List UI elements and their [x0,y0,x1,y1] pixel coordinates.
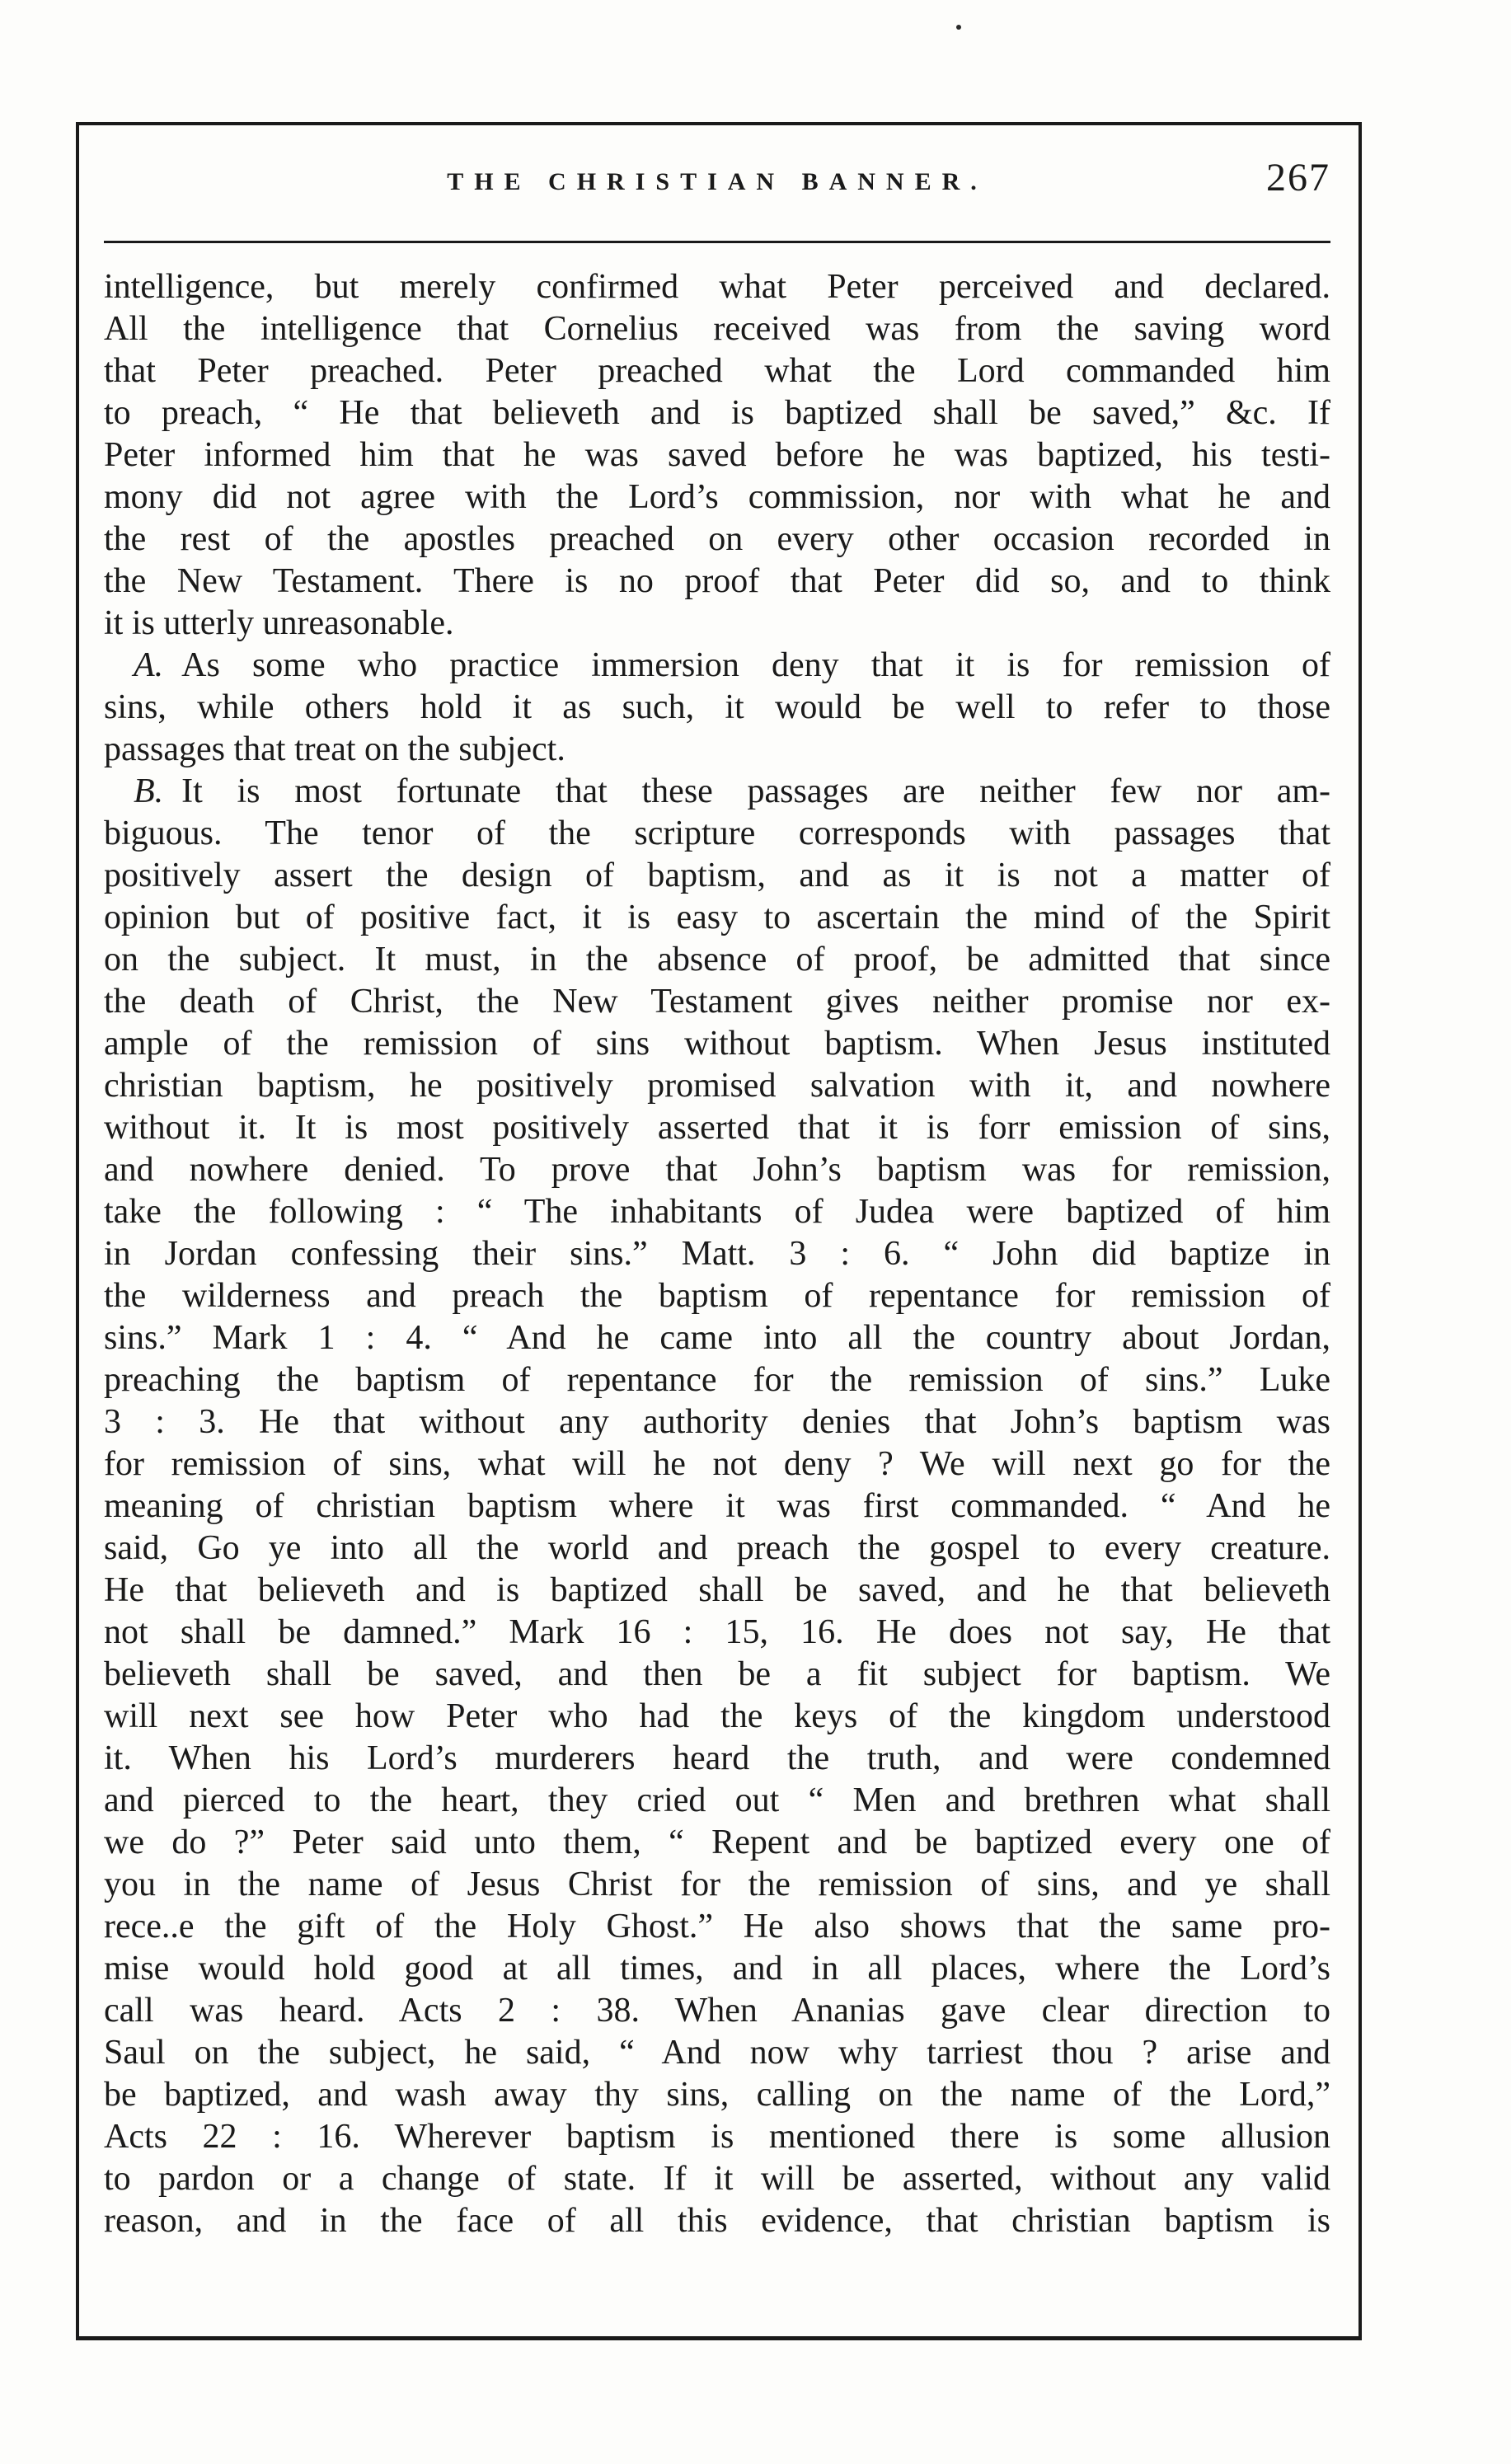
text-line [104,771,1330,813]
text-line [104,1275,1330,1317]
text-line [104,1822,1330,1864]
text-line [104,476,1330,519]
text-line [104,1612,1330,1654]
ink-speck [956,25,961,30]
line-text: ample of the remission of sins without baptism. When Jesus instituted [104,1025,1330,1063]
line-text: sins.” Mark 1 : 4. “ And he came into all the country about Jordan, [104,1319,1330,1357]
line-text: He that believeth and is baptized shall be saved, and he that believeth [104,1571,1330,1609]
text-line [104,1191,1330,1233]
text-line [104,1485,1330,1528]
page-number: 267 [1266,156,1330,199]
text-line [104,1948,1330,1990]
line-text: meaning of christian baptism where it was first commanded. “ And he [104,1487,1330,1525]
line-text: without it. It is most positively asserted that it is forr emission of sins, [104,1109,1330,1147]
line-text: passages that treat on the subject. [104,730,565,768]
line-text: It is most fortunate that these passages are neither few nor am- [181,772,1330,810]
frame-bottom-rule [76,2336,1362,2340]
text-line [104,645,1330,687]
line-text: call was heard. Acts 2 : 38. When Ananias gave clear direction to [104,1992,1330,2030]
line-text: rece..e the gift of the Holy Ghost.” He also shows that the same pro- [104,1908,1330,1945]
line-text: and nowhere denied. To prove that John’s baptism was for remission, [104,1151,1330,1189]
line-text: biguous. The tenor of the scripture corresponds with passages that [104,814,1330,852]
line-text: mony did not agree with the Lord’s commission, nor with what he and [104,478,1330,516]
line-text: for remission of sins, what will he not deny ? We will next go for the [104,1445,1330,1483]
line-text: intelligence, but merely confirmed what Peter perceived and declared. [104,268,1330,306]
line-text: 3 : 3. He that without any authority denies that John’s baptism was [104,1403,1330,1441]
line-text: the death of Christ, the New Testament gives neither promise nor ex- [104,983,1330,1021]
text-line [104,2074,1330,2116]
text-line [104,813,1330,855]
text-line [104,1359,1330,1401]
text-line [104,561,1330,603]
text-line [104,1990,1330,2032]
text-line [104,2158,1330,2200]
line-text: the New Testament. There is no proof that Peter did so, and to think [104,562,1330,600]
frame-left-rule [76,122,79,2340]
line-text: preaching the baptism of repentance for the remission of sins.” Luke [104,1361,1330,1399]
text-line [104,1528,1330,1570]
line-text: not shall be damned.” Mark 16 : 15, 16. He does not say, He that [104,1613,1330,1651]
line-text: the rest of the apostles preached on every other occasion recorded in [104,520,1330,558]
line-text: said, Go ye into all the world and preach the gospel to every creature. [104,1529,1330,1567]
line-text: will next see how Peter who had the keys of the kingdom understood [104,1697,1330,1735]
text-line [104,1401,1330,1443]
text-line [104,897,1330,939]
paragraph-label: B. [134,772,164,810]
text-line [104,350,1330,392]
line-text: you in the name of Jesus Christ for the remission of sins, and ye shall [104,1866,1330,1903]
line-text: opinion but of positive fact, it is easy to ascertain the mind of the Spirit [104,899,1330,936]
line-text: reason, and in the face of all this evidence, that christian baptism is [104,2202,1330,2240]
line-text: Acts 22 : 16. Wherever baptism is mentioned there is some allusion [104,2118,1330,2156]
frame-right-rule [1358,122,1362,2340]
text-line [104,855,1330,897]
text-line [104,2116,1330,2158]
text-line [104,603,1330,645]
text-line [104,1780,1330,1822]
text-line [104,1023,1330,1065]
text-line [104,1149,1330,1191]
frame-top-rule [76,122,1362,125]
line-text: we do ?” Peter said unto them, “ Repent and be baptized every one of [104,1823,1330,1861]
line-text: positively assert the design of baptism, and as it is not a matter of [104,857,1330,894]
text-line [104,2200,1330,2242]
line-text: and pierced to the heart, they cried out “ Men and brethren what shall [104,1781,1330,1819]
line-text: As some who practice immersion deny that it is for remission of [181,646,1330,684]
running-head [104,155,1330,213]
text-line [104,2032,1330,2074]
text-line [104,1738,1330,1780]
text-line [104,1065,1330,1107]
text-line [104,1317,1330,1359]
text-line [104,939,1330,981]
text-line [104,981,1330,1023]
text-line [104,1107,1330,1149]
text-line [104,1906,1330,1948]
line-text: take the following : “ The inhabitants of Judea were baptized of him [104,1193,1330,1231]
line-text: sins, while others hold it as such, it would be well to refer to those [104,688,1330,726]
text-line [104,392,1330,434]
line-text: that Peter preached. Peter preached what the Lord commanded him [104,352,1330,390]
line-text: All the intelligence that Cornelius received was from the saving word [104,310,1330,348]
line-text: in Jordan confessing their sins.” Matt. 3 : 6. “ John did baptize in [104,1235,1330,1273]
line-text: be baptized, and wash away thy sins, calling on the name of the Lord,” [104,2076,1330,2114]
line-text: on the subject. It must, in the absence of proof, be admitted that since [104,941,1330,979]
text-line [104,1864,1330,1906]
line-text: mise would hold good at all times, and in all places, where the Lord’s [104,1950,1330,1988]
text-line [104,1570,1330,1612]
line-text: to preach, “ He that believeth and is baptized shall be saved,” &c. If [104,394,1330,432]
text-line [104,434,1330,476]
text-line [104,1233,1330,1275]
line-text: christian baptism, he positively promised salvation with it, and nowhere [104,1067,1330,1105]
line-text: Saul on the subject, he said, “ And now why tarriest thou ? arise and [104,2034,1330,2072]
text-line [104,308,1330,350]
paragraph-label: A. [134,646,164,684]
header-rule [104,241,1330,243]
line-text: it is utterly unreasonable. [104,604,454,642]
text-line [104,519,1330,561]
journal-title: THE CHRISTIAN BANNER. [447,168,988,195]
text-line [104,1654,1330,1696]
text-line [104,729,1330,771]
text-line [104,1443,1330,1485]
text-line [104,687,1330,729]
text-line [104,1696,1330,1738]
line-text: to pardon or a change of state. If it will be asserted, without any valid [104,2160,1330,2198]
line-text: it. When his Lord’s murderers heard the truth, and were condemned [104,1739,1330,1777]
line-text: the wilderness and preach the baptism of repentance for remission of [104,1277,1330,1315]
body-text [104,266,1330,2242]
line-text: Peter informed him that he was saved before he was baptized, his testi- [104,436,1330,474]
text-line [104,266,1330,308]
line-text: believeth shall be saved, and then be a fit subject for baptism. We [104,1655,1330,1693]
